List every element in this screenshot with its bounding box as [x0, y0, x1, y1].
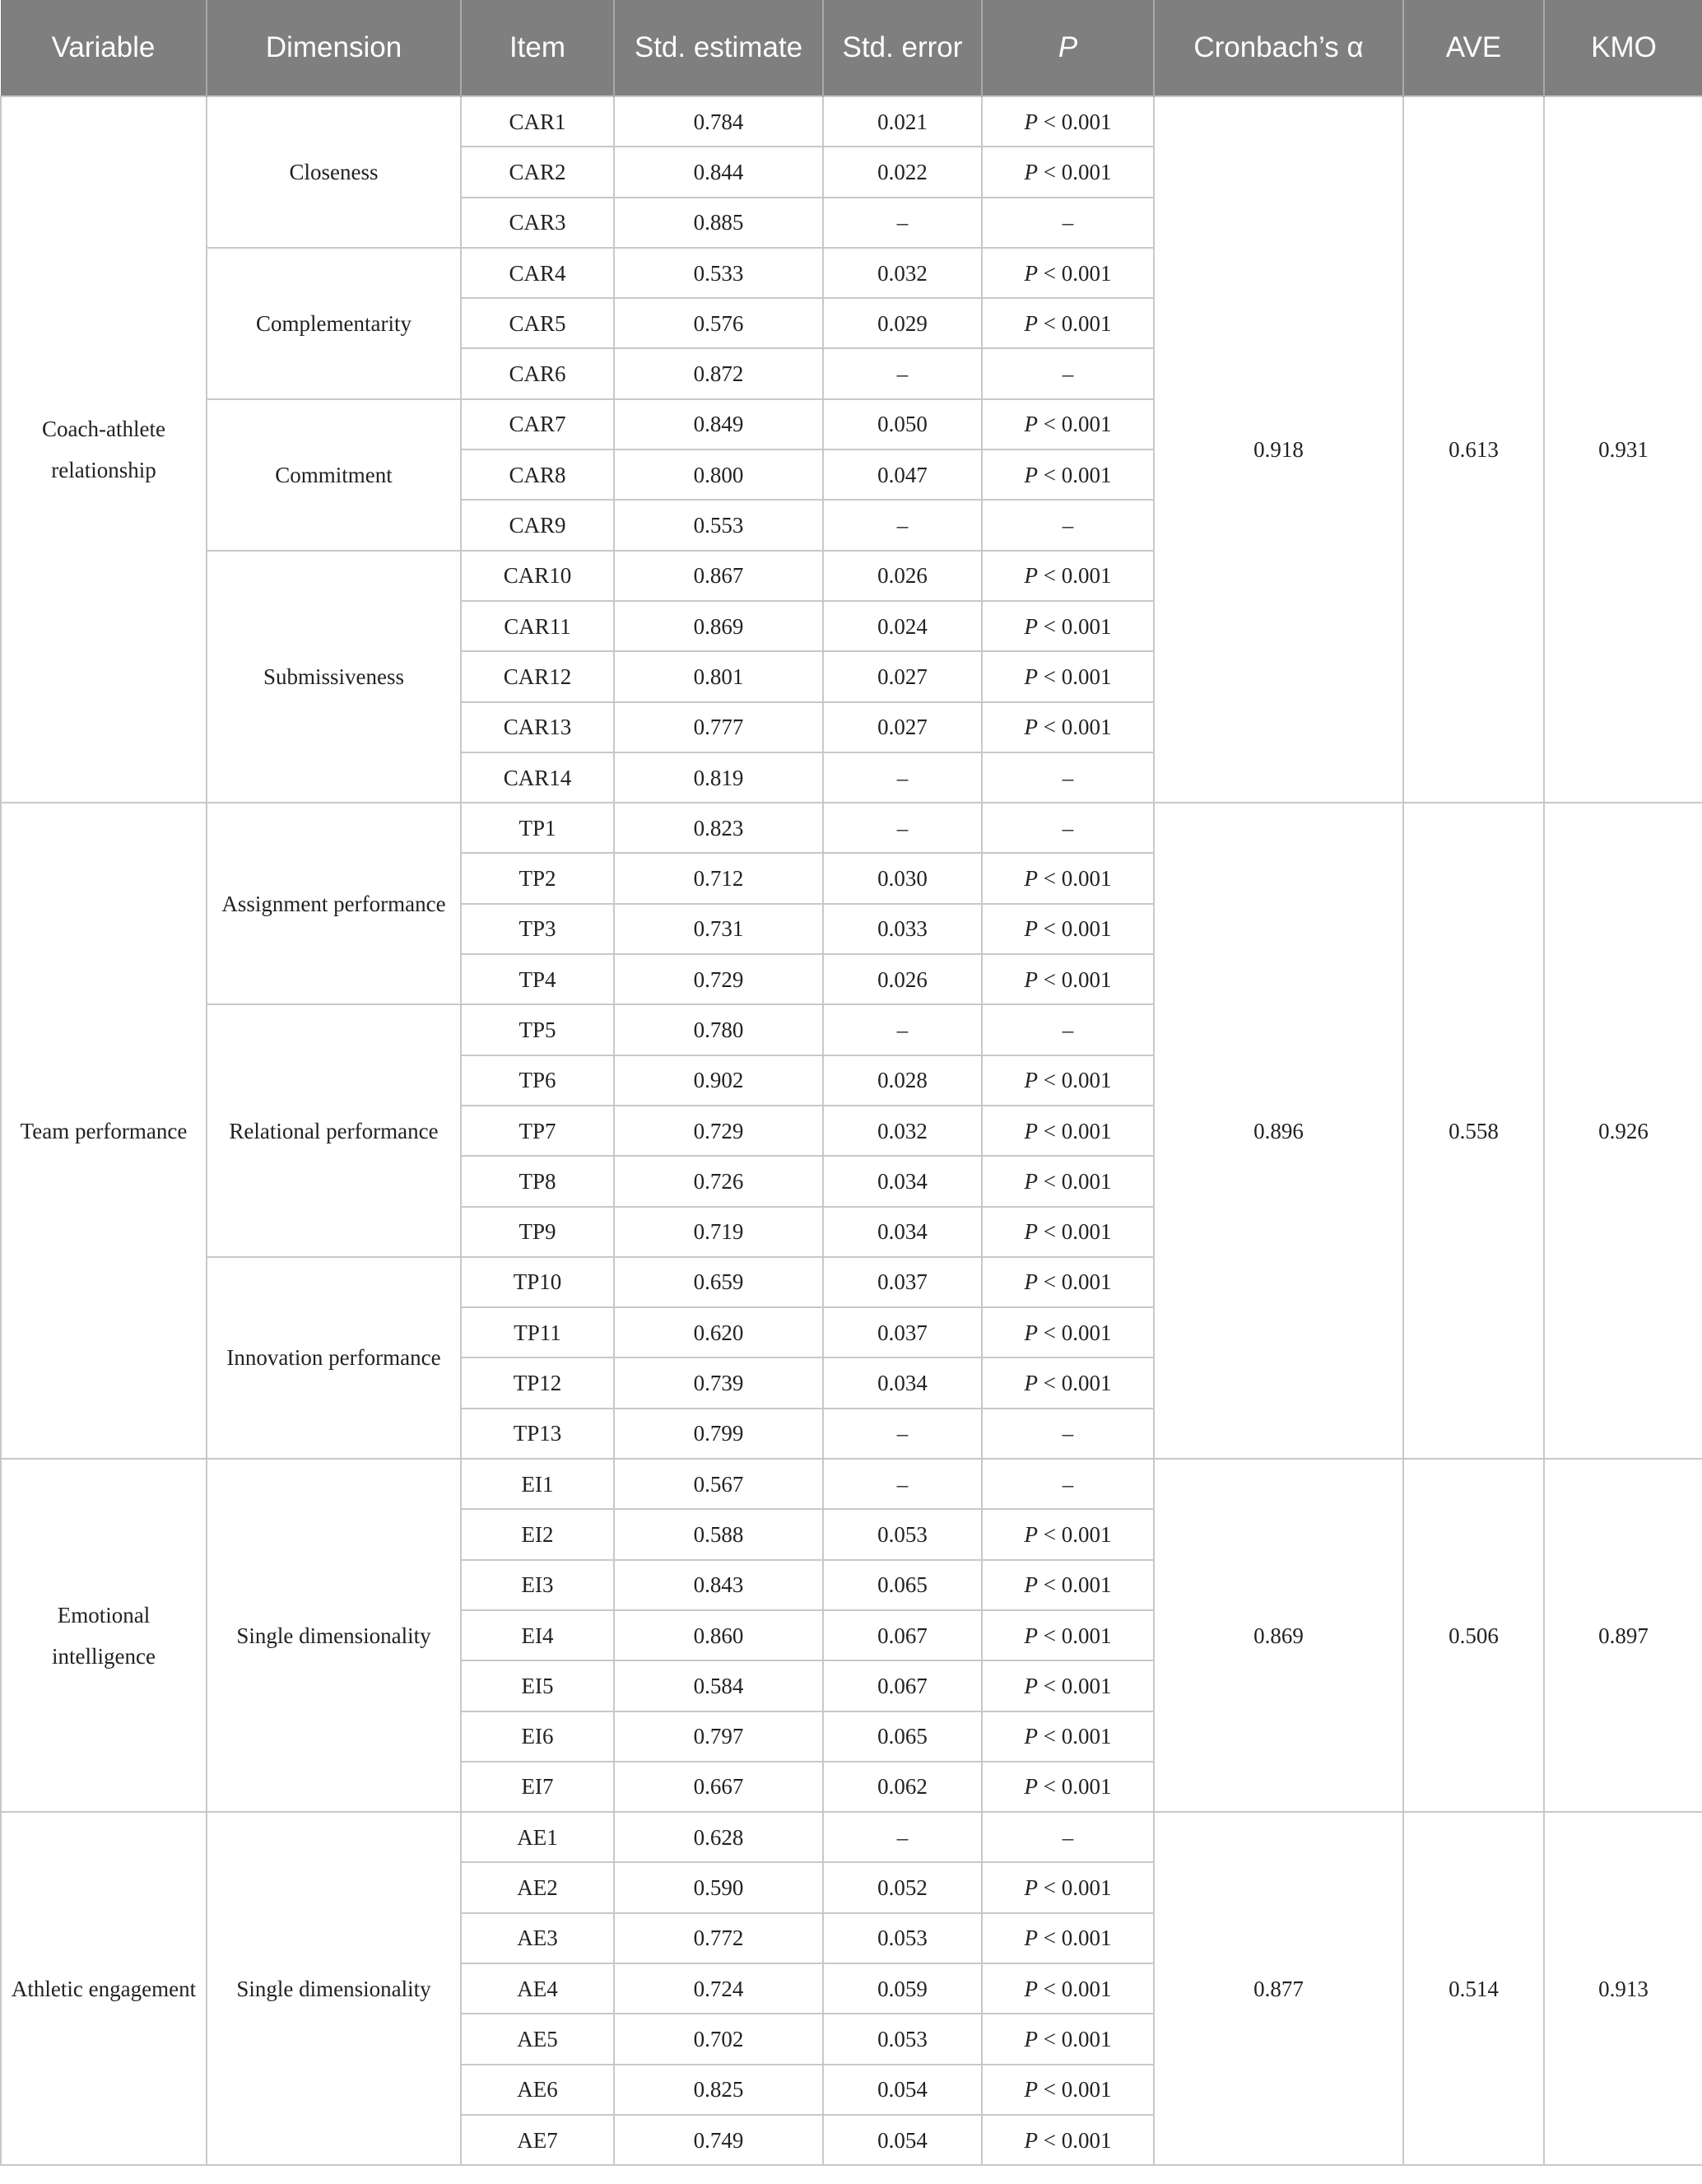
- p-symbol: P: [1024, 109, 1038, 134]
- p-value-cell: [982, 1156, 1154, 1206]
- std-estimate-cell: 0.819: [614, 752, 823, 803]
- p-value-cell: [982, 500, 1154, 550]
- std-estimate-cell: 0.825: [614, 2065, 823, 2115]
- p-symbol: P: [1024, 412, 1038, 437]
- p-symbol: P: [1024, 1320, 1038, 1345]
- p-value-cell: [982, 1357, 1154, 1408]
- std-estimate-cell: 0.739: [614, 1357, 823, 1408]
- table-row: [1, 1459, 1702, 1509]
- header-p: P: [982, 0, 1154, 96]
- std-error-cell: –: [823, 1812, 982, 1862]
- p-value-cell: [982, 954, 1154, 1004]
- p-symbol: P: [1024, 310, 1038, 336]
- p-value-cell: [982, 1963, 1154, 2014]
- std-error-cell: 0.024: [823, 601, 982, 651]
- std-error-cell: 0.062: [823, 1762, 982, 1812]
- std-error-cell: 0.037: [823, 1307, 982, 1357]
- header-std-error: Std. error: [823, 0, 982, 96]
- p-value-text: < 0.001: [1043, 1572, 1112, 1598]
- p-value-cell: [982, 551, 1154, 601]
- table-body: [1, 96, 1702, 2165]
- p-value-cell: [982, 1055, 1154, 1106]
- p-value-cell: [982, 1459, 1154, 1509]
- std-error-cell: 0.047: [823, 449, 982, 500]
- std-error-cell: –: [823, 1459, 982, 1509]
- kmo-cell: 0.931: [1544, 96, 1702, 803]
- std-estimate-cell: 0.576: [614, 298, 823, 348]
- std-estimate-cell: 0.799: [614, 1409, 823, 1459]
- kmo-cell: 0.926: [1544, 803, 1702, 1459]
- std-error-cell: –: [823, 500, 982, 550]
- p-value-cell: [982, 651, 1154, 701]
- std-estimate-cell: 0.843: [614, 1560, 823, 1610]
- p-value-text: < 0.001: [1043, 2026, 1112, 2051]
- item-cell: TP6: [461, 1055, 614, 1106]
- item-cell: TP3: [461, 904, 614, 954]
- dimension-cell: Submissiveness: [207, 551, 461, 803]
- p-value-cell: [982, 904, 1154, 954]
- std-error-cell: –: [823, 1409, 982, 1459]
- p-value-text: < 0.001: [1043, 1926, 1112, 1951]
- p-symbol: P: [1024, 159, 1038, 184]
- item-cell: EI1: [461, 1459, 614, 1509]
- item-cell: TP9: [461, 1207, 614, 1257]
- item-cell: CAR13: [461, 702, 614, 752]
- p-value-text: < 0.001: [1043, 715, 1112, 740]
- std-estimate-cell: 0.801: [614, 651, 823, 701]
- std-estimate-cell: 0.553: [614, 500, 823, 550]
- variable-cell: Emotional intelligence: [1, 1459, 207, 1812]
- item-cell: TP5: [461, 1004, 614, 1055]
- kmo-cell: 0.897: [1544, 1459, 1702, 1812]
- variable-cell: Team performance: [1, 803, 207, 1459]
- item-cell: TP12: [461, 1357, 614, 1408]
- p-value-cell: [982, 1812, 1154, 1862]
- dimension-cell: Relational performance: [207, 1004, 461, 1256]
- item-cell: TP2: [461, 853, 614, 903]
- std-estimate-cell: 0.719: [614, 1207, 823, 1257]
- p-value-dash: –: [1062, 361, 1074, 387]
- p-symbol: P: [1024, 1976, 1038, 2001]
- std-estimate-cell: 0.902: [614, 1055, 823, 1106]
- item-cell: AE1: [461, 1812, 614, 1862]
- std-error-cell: 0.054: [823, 2065, 982, 2115]
- std-error-cell: –: [823, 1004, 982, 1055]
- item-cell: CAR10: [461, 551, 614, 601]
- p-symbol: P: [1024, 715, 1038, 740]
- std-estimate-cell: 0.567: [614, 1459, 823, 1509]
- std-error-cell: 0.034: [823, 1357, 982, 1408]
- cronbach-alpha-cell: 0.918: [1154, 96, 1403, 803]
- p-value-cell: [982, 1862, 1154, 1912]
- std-error-cell: 0.030: [823, 853, 982, 903]
- header-std-estimate: Std. estimate: [614, 0, 823, 96]
- p-value-cell: [982, 147, 1154, 197]
- p-value-text: < 0.001: [1043, 462, 1112, 487]
- std-error-cell: 0.052: [823, 1862, 982, 1912]
- p-value-text: < 0.001: [1043, 2077, 1112, 2103]
- table-row: [1, 1812, 1702, 1862]
- std-estimate-cell: 0.784: [614, 96, 823, 147]
- p-value-cell: [982, 1913, 1154, 1963]
- std-error-cell: 0.027: [823, 651, 982, 701]
- item-cell: CAR14: [461, 752, 614, 803]
- p-value-cell: [982, 1660, 1154, 1711]
- p-value-dash: –: [1062, 1017, 1074, 1042]
- p-symbol: P: [1024, 1269, 1038, 1295]
- p-value-text: < 0.001: [1043, 664, 1112, 689]
- p-symbol: P: [1024, 1371, 1038, 1396]
- std-estimate-cell: 0.702: [614, 2014, 823, 2064]
- std-estimate-cell: 0.731: [614, 904, 823, 954]
- p-value-cell: [982, 2014, 1154, 2064]
- p-symbol: P: [1024, 462, 1038, 487]
- dimension-cell: Single dimensionality: [207, 1459, 461, 1812]
- p-value-cell: [982, 1207, 1154, 1257]
- std-error-cell: 0.021: [823, 96, 982, 147]
- p-symbol: P: [1024, 1572, 1038, 1598]
- std-estimate-cell: 0.620: [614, 1307, 823, 1357]
- p-symbol: P: [1024, 1724, 1038, 1749]
- item-cell: CAR1: [461, 96, 614, 147]
- std-error-cell: 0.029: [823, 298, 982, 348]
- std-estimate-cell: 0.533: [614, 248, 823, 298]
- cronbach-alpha-cell: 0.877: [1154, 1812, 1403, 2165]
- std-error-cell: 0.037: [823, 1257, 982, 1307]
- dimension-cell: Complementarity: [207, 248, 461, 399]
- std-error-cell: 0.034: [823, 1207, 982, 1257]
- p-value-cell: [982, 399, 1154, 449]
- p-value-cell: [982, 803, 1154, 853]
- std-error-cell: 0.053: [823, 2014, 982, 2064]
- p-value-text: < 0.001: [1043, 563, 1112, 589]
- item-cell: AE6: [461, 2065, 614, 2115]
- header-variable: Variable: [1, 0, 207, 96]
- ave-cell: 0.506: [1403, 1459, 1544, 1812]
- p-value-text: < 0.001: [1043, 260, 1112, 286]
- std-error-cell: 0.059: [823, 1963, 982, 2014]
- item-cell: AE7: [461, 2115, 614, 2165]
- p-value-cell: [982, 1409, 1154, 1459]
- item-cell: CAR6: [461, 348, 614, 398]
- std-error-cell: 0.065: [823, 1711, 982, 1762]
- std-estimate-cell: 0.800: [614, 449, 823, 500]
- item-cell: EI2: [461, 1509, 614, 1559]
- table-row: [1, 803, 1702, 853]
- std-estimate-cell: 0.590: [614, 1862, 823, 1912]
- item-cell: TP1: [461, 803, 614, 853]
- std-error-cell: 0.034: [823, 1156, 982, 1206]
- ave-cell: 0.613: [1403, 96, 1544, 803]
- std-estimate-cell: 0.867: [614, 551, 823, 601]
- p-value-cell: [982, 2115, 1154, 2165]
- p-value-text: < 0.001: [1043, 310, 1112, 336]
- item-cell: TP10: [461, 1257, 614, 1307]
- std-estimate-cell: 0.849: [614, 399, 823, 449]
- cronbach-alpha-cell: 0.869: [1154, 1459, 1403, 1812]
- std-estimate-cell: 0.860: [614, 1610, 823, 1660]
- std-estimate-cell: 0.869: [614, 601, 823, 651]
- item-cell: AE3: [461, 1913, 614, 1963]
- p-value-dash: –: [1062, 1471, 1074, 1497]
- p-value-cell: [982, 1711, 1154, 1762]
- item-cell: TP4: [461, 954, 614, 1004]
- item-cell: TP11: [461, 1307, 614, 1357]
- p-value-dash: –: [1062, 210, 1074, 235]
- p-value-cell: [982, 1106, 1154, 1156]
- p-value-text: < 0.001: [1043, 1320, 1112, 1345]
- item-cell: CAR2: [461, 147, 614, 197]
- p-value-text: < 0.001: [1043, 1875, 1112, 1901]
- p-value-cell: [982, 1610, 1154, 1660]
- p-symbol: P: [1024, 1774, 1038, 1800]
- header-cronbach-alpha: Cronbach’s α: [1154, 0, 1403, 96]
- std-error-cell: 0.050: [823, 399, 982, 449]
- std-estimate-cell: 0.729: [614, 954, 823, 1004]
- p-symbol: P: [1024, 1118, 1038, 1143]
- p-value-text: < 0.001: [1043, 1724, 1112, 1749]
- dimension-cell: Assignment performance: [207, 803, 461, 1004]
- p-symbol: P: [1024, 1673, 1038, 1698]
- header-dimension: Dimension: [207, 0, 461, 96]
- p-value-cell: [982, 601, 1154, 651]
- item-cell: CAR3: [461, 198, 614, 248]
- p-value-text: < 0.001: [1043, 1269, 1112, 1295]
- item-cell: CAR9: [461, 500, 614, 550]
- p-value-cell: [982, 248, 1154, 298]
- p-value-text: < 0.001: [1043, 1118, 1112, 1143]
- std-error-cell: –: [823, 348, 982, 398]
- p-value-cell: [982, 198, 1154, 248]
- std-estimate-cell: 0.659: [614, 1257, 823, 1307]
- p-value-dash: –: [1062, 815, 1074, 841]
- std-estimate-cell: 0.772: [614, 1913, 823, 1963]
- std-error-cell: –: [823, 803, 982, 853]
- p-value-cell: [982, 1560, 1154, 1610]
- std-estimate-cell: 0.588: [614, 1509, 823, 1559]
- std-estimate-cell: 0.780: [614, 1004, 823, 1055]
- p-value-text: < 0.001: [1043, 1976, 1112, 2001]
- p-symbol: P: [1024, 1926, 1038, 1951]
- p-value-text: < 0.001: [1043, 613, 1112, 639]
- std-estimate-cell: 0.729: [614, 1106, 823, 1156]
- table-row: [1, 96, 1702, 147]
- p-symbol: P: [1024, 1168, 1038, 1194]
- p-symbol: P: [1024, 1068, 1038, 1093]
- p-symbol: P: [1024, 1623, 1038, 1648]
- p-symbol: P: [1024, 1219, 1038, 1245]
- p-value-cell: [982, 752, 1154, 803]
- p-symbol: P: [1024, 1521, 1038, 1547]
- p-value-text: < 0.001: [1043, 109, 1112, 134]
- item-cell: CAR5: [461, 298, 614, 348]
- std-error-cell: 0.028: [823, 1055, 982, 1106]
- std-estimate-cell: 0.724: [614, 1963, 823, 2014]
- item-cell: AE4: [461, 1963, 614, 2014]
- std-error-cell: 0.067: [823, 1660, 982, 1711]
- std-estimate-cell: 0.844: [614, 147, 823, 197]
- p-value-cell: [982, 96, 1154, 147]
- std-error-cell: 0.032: [823, 1106, 982, 1156]
- std-error-cell: –: [823, 198, 982, 248]
- p-symbol: P: [1024, 916, 1038, 942]
- std-estimate-cell: 0.712: [614, 853, 823, 903]
- item-cell: EI4: [461, 1610, 614, 1660]
- p-value-text: < 0.001: [1043, 1774, 1112, 1800]
- p-value-text: < 0.001: [1043, 1521, 1112, 1547]
- header-ave: AVE: [1403, 0, 1544, 96]
- std-estimate-cell: 0.872: [614, 348, 823, 398]
- p-value-cell: [982, 1307, 1154, 1357]
- p-symbol: P: [1024, 866, 1038, 892]
- p-value-cell: [982, 449, 1154, 500]
- p-value-cell: [982, 298, 1154, 348]
- std-estimate-cell: 0.797: [614, 1711, 823, 1762]
- p-value-dash: –: [1062, 765, 1074, 790]
- p-symbol: P: [1024, 613, 1038, 639]
- item-cell: TP7: [461, 1106, 614, 1156]
- p-symbol: P: [1024, 563, 1038, 589]
- item-cell: CAR11: [461, 601, 614, 651]
- p-value-text: < 0.001: [1043, 916, 1112, 942]
- item-cell: CAR8: [461, 449, 614, 500]
- item-cell: EI5: [461, 1660, 614, 1711]
- p-value-text: < 0.001: [1043, 1623, 1112, 1648]
- std-error-cell: 0.054: [823, 2115, 982, 2165]
- header-kmo: KMO: [1544, 0, 1702, 96]
- p-value-text: < 0.001: [1043, 1673, 1112, 1698]
- item-cell: TP13: [461, 1409, 614, 1459]
- p-value-cell: [982, 1509, 1154, 1559]
- p-value-text: < 0.001: [1043, 412, 1112, 437]
- p-value-text: < 0.001: [1043, 2127, 1112, 2153]
- item-cell: AE2: [461, 1862, 614, 1912]
- std-error-cell: 0.032: [823, 248, 982, 298]
- dimension-cell: Single dimensionality: [207, 1812, 461, 2165]
- p-value-dash: –: [1062, 1824, 1074, 1850]
- std-error-cell: 0.033: [823, 904, 982, 954]
- std-error-cell: 0.067: [823, 1610, 982, 1660]
- std-estimate-cell: 0.628: [614, 1812, 823, 1862]
- std-error-cell: 0.027: [823, 702, 982, 752]
- p-symbol: P: [1024, 966, 1038, 992]
- std-error-cell: 0.026: [823, 954, 982, 1004]
- header-row: [1, 0, 1702, 96]
- p-value-text: < 0.001: [1043, 1068, 1112, 1093]
- p-value-text: < 0.001: [1043, 1371, 1112, 1396]
- p-value-cell: [982, 1762, 1154, 1812]
- item-cell: AE5: [461, 2014, 614, 2064]
- p-symbol: P: [1024, 1875, 1038, 1901]
- dimension-cell: Innovation performance: [207, 1257, 461, 1459]
- dimension-cell: Commitment: [207, 399, 461, 551]
- std-estimate-cell: 0.777: [614, 702, 823, 752]
- std-estimate-cell: 0.823: [614, 803, 823, 853]
- std-estimate-cell: 0.885: [614, 198, 823, 248]
- p-symbol: P: [1024, 2127, 1038, 2153]
- p-symbol: P: [1024, 260, 1038, 286]
- p-value-text: < 0.001: [1043, 866, 1112, 892]
- header-item: Item: [461, 0, 614, 96]
- p-symbol: P: [1024, 664, 1038, 689]
- p-value-cell: [982, 853, 1154, 903]
- dimension-cell: Closeness: [207, 96, 461, 248]
- item-cell: EI3: [461, 1560, 614, 1610]
- p-value-cell: [982, 1257, 1154, 1307]
- std-estimate-cell: 0.726: [614, 1156, 823, 1206]
- std-error-cell: 0.053: [823, 1509, 982, 1559]
- p-value-cell: [982, 2065, 1154, 2115]
- std-error-cell: 0.022: [823, 147, 982, 197]
- p-value-text: < 0.001: [1043, 159, 1112, 184]
- std-estimate-cell: 0.584: [614, 1660, 823, 1711]
- item-cell: TP8: [461, 1156, 614, 1206]
- item-cell: CAR7: [461, 399, 614, 449]
- item-cell: CAR4: [461, 248, 614, 298]
- p-value-dash: –: [1062, 1421, 1074, 1446]
- ave-cell: 0.558: [1403, 803, 1544, 1459]
- p-value-text: < 0.001: [1043, 1219, 1112, 1245]
- p-value-text: < 0.001: [1043, 1168, 1112, 1194]
- p-symbol: P: [1024, 2026, 1038, 2051]
- kmo-cell: 0.913: [1544, 1812, 1702, 2165]
- std-error-cell: –: [823, 752, 982, 803]
- item-cell: EI6: [461, 1711, 614, 1762]
- item-cell: CAR12: [461, 651, 614, 701]
- item-cell: EI7: [461, 1762, 614, 1812]
- p-value-dash: –: [1062, 513, 1074, 538]
- variable-cell: Athletic engagement: [1, 1812, 207, 2165]
- p-symbol: P: [1024, 2077, 1038, 2103]
- std-estimate-cell: 0.749: [614, 2115, 823, 2165]
- std-estimate-cell: 0.667: [614, 1762, 823, 1812]
- p-value-cell: [982, 1004, 1154, 1055]
- variable-cell: Coach-athlete relationship: [1, 96, 207, 803]
- p-value-cell: [982, 702, 1154, 752]
- std-error-cell: 0.065: [823, 1560, 982, 1610]
- std-error-cell: 0.053: [823, 1913, 982, 1963]
- p-value-text: < 0.001: [1043, 966, 1112, 992]
- cronbach-alpha-cell: 0.896: [1154, 803, 1403, 1459]
- ave-cell: 0.514: [1403, 1812, 1544, 2165]
- std-error-cell: 0.026: [823, 551, 982, 601]
- p-value-cell: [982, 348, 1154, 398]
